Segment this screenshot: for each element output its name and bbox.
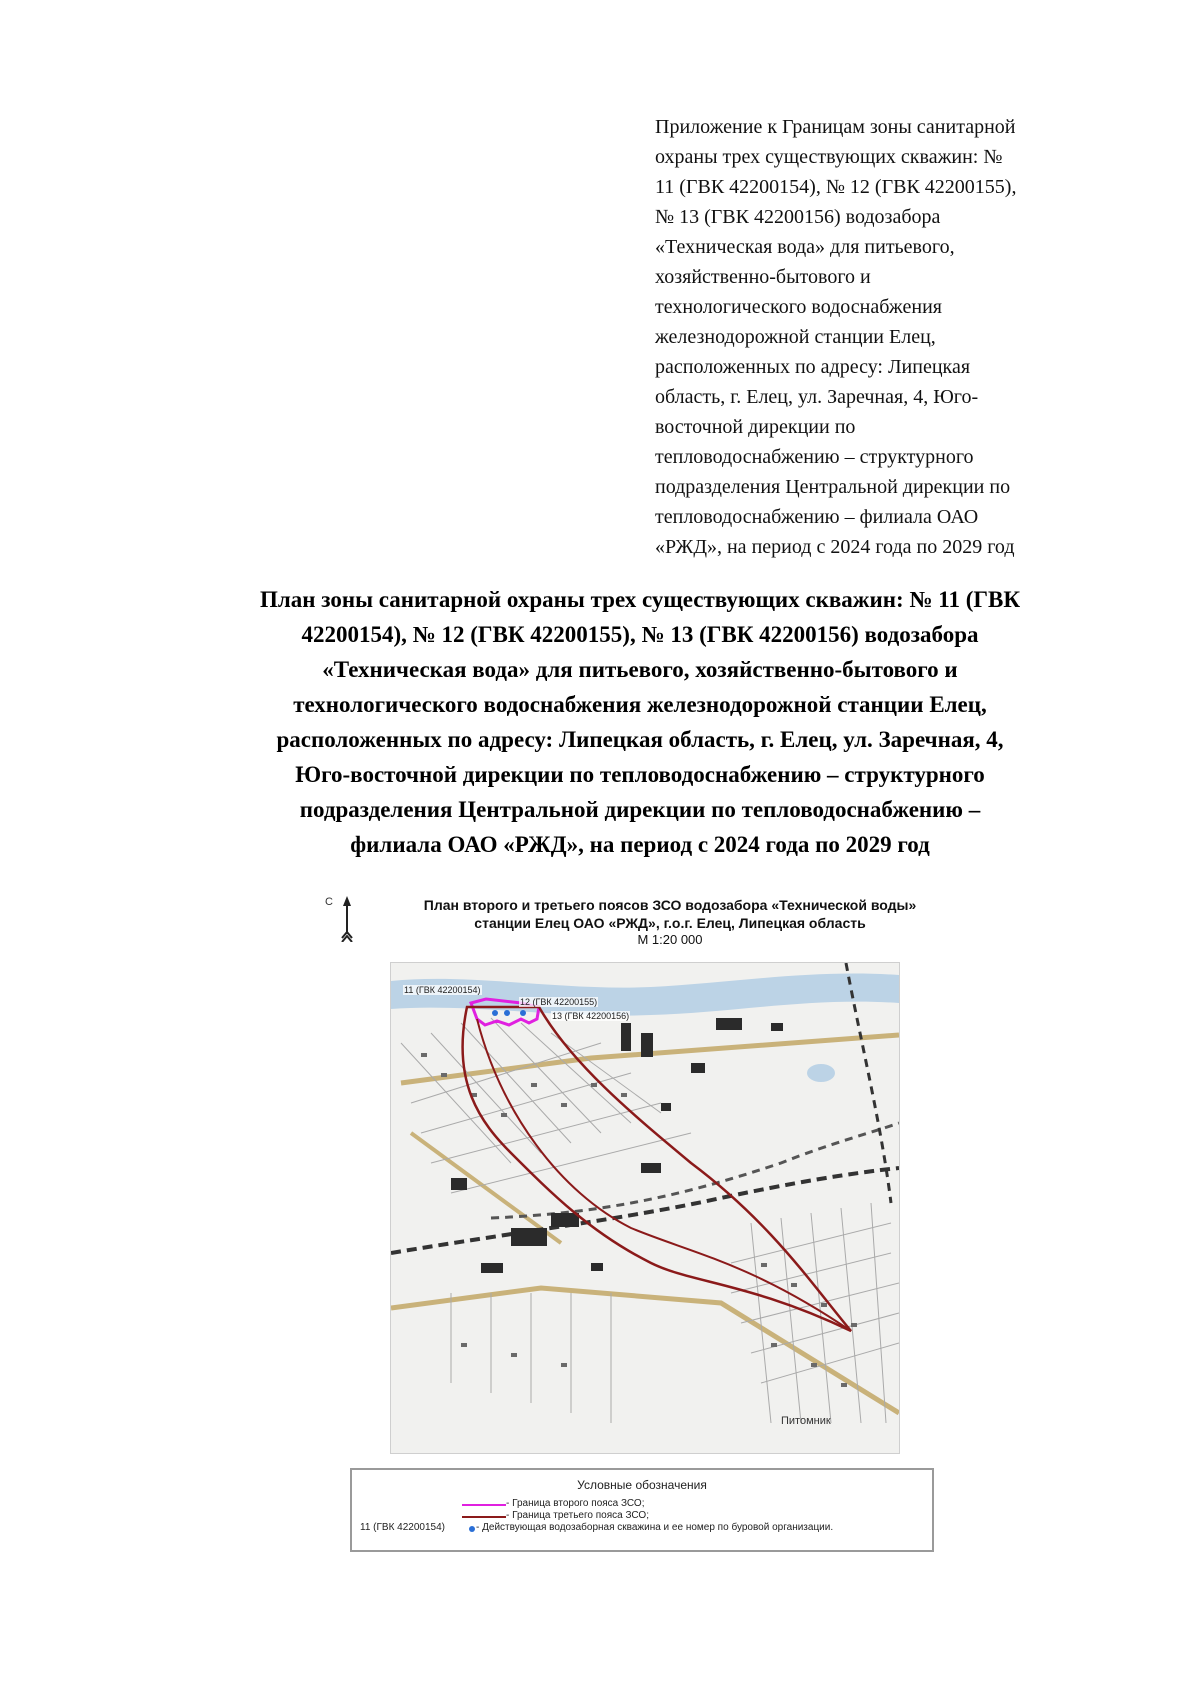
small-buildings — [421, 1053, 857, 1387]
well-icon — [504, 1010, 510, 1016]
appendix-line: тепловодоснабжению – структурного — [655, 446, 974, 468]
pond — [807, 1064, 835, 1082]
appendix-line: «Техническая вода» для питьевого, — [655, 236, 955, 258]
map-title-line2: станции Елец ОАО «РЖД», г.о.г. Елец, Липецкая область — [474, 915, 866, 931]
appendix-line: хозяйственно-бытового и — [655, 266, 871, 288]
title-line: «Техническая вода» для питьевого, хозяйственно-бытового и — [322, 657, 958, 682]
title-line: технологического водоснабжения железнодорожной станции Елец, — [293, 692, 987, 717]
title-line: расположенных по адресу: Липецкая область, г. Елец, ул. Заречная, 4, — [276, 727, 1004, 752]
well-label-13: 13 (ГВК 42200156) — [552, 1011, 630, 1021]
well-icon — [520, 1010, 526, 1016]
appendix-line: 11 (ГВК 42200154), № 12 (ГВК 42200155), — [655, 176, 1017, 198]
legend-zone2-text: - Граница второго пояса ЗСО; — [506, 1498, 645, 1509]
legend-well-icon — [468, 1525, 476, 1533]
appendix-line: технологического водоснабжения — [655, 296, 942, 318]
appendix-line: Приложение к Границам зоны санитарной — [655, 116, 1016, 138]
legend-zone3-text: - Граница третьего пояса ЗСО; — [506, 1510, 649, 1521]
place-label: Питомник — [781, 1415, 831, 1427]
well-label-11: 11 (ГВК 42200154) — [404, 985, 481, 995]
appendix-line: охраны трех существующих скважин: № — [655, 146, 1003, 168]
appendix-line: тепловодоснабжению – филиала ОАО — [655, 506, 979, 528]
appendix-line: железнодорожной станции Елец, — [655, 326, 936, 348]
legend-zone3-swatch — [462, 1516, 506, 1518]
legend-well-text: - Действующая водозаборная скважина и ее номер по буровой организации. — [476, 1522, 834, 1533]
title-line: филиала ОАО «РЖД», на период с 2024 года по 2029 год — [350, 832, 930, 857]
appendix-line: «РЖД», на период с 2024 года по 2029 год — [655, 536, 1015, 558]
appendix-note — [655, 112, 1115, 562]
title-line: подразделения Центральной дирекции по тепловодоснабжению – — [299, 797, 981, 822]
map-header — [320, 896, 1020, 956]
appendix-line: расположенных по адресу: Липецкая — [655, 356, 971, 378]
appendix-line: восточной дирекции по — [655, 416, 856, 438]
title-line: Юго-восточной дирекции по тепловодоснабжению – структурного — [295, 762, 985, 787]
appendix-line: № 13 (ГВК 42200156) водозабора — [655, 206, 941, 228]
appendix-line: область, г. Елец, ул. Заречная, 4, Юго- — [655, 386, 979, 408]
map-drawing — [391, 963, 899, 1453]
map-title-line1: План второго и третьего поясов ЗСО водозабора «Технической воды» — [423, 897, 917, 913]
title-line: План зоны санитарной охраны трех существующих скважин: № 11 (ГВК — [259, 587, 1021, 612]
north-label: С — [325, 896, 333, 908]
well-icon — [492, 1010, 498, 1016]
well-label-12: 12 (ГВК 42200155) — [520, 997, 598, 1007]
legend-zone2-swatch — [462, 1504, 506, 1506]
title-line: 42200154), № 12 (ГВК 42200155), № 13 (ГВК 42200156) водозабора — [301, 622, 979, 647]
legend-title: Условные обозначения — [577, 1478, 707, 1492]
appendix-line: подразделения Центральной дирекции по — [655, 476, 1011, 498]
document-title — [150, 582, 1130, 862]
map-legend — [350, 1468, 934, 1552]
legend-well-prefix: 11 (ГВК 42200154) — [360, 1522, 445, 1533]
map-image — [390, 962, 900, 1454]
map-scale: М 1:20 000 — [637, 932, 703, 947]
